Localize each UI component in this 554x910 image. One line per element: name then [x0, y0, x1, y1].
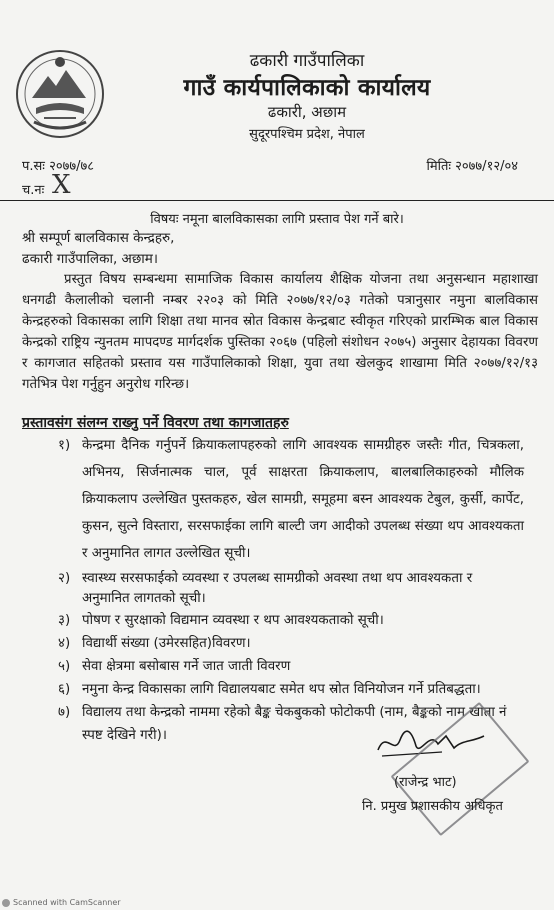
list-item	[58, 632, 524, 655]
signatory-title: नि. प्रमुख प्रशासकीय अधिकृत	[362, 799, 503, 814]
section-heading: प्रस्तावसंग संलग्न राख्नु पर्ने विवरण तथा कागजातहरु	[22, 415, 289, 431]
list-item	[58, 609, 524, 632]
list-item-number: ७)	[58, 705, 71, 720]
list-item-number: ३)	[58, 613, 71, 628]
list-item	[58, 655, 524, 678]
municipality-name: ढकारी गाउँपालिका	[249, 51, 365, 71]
list-item-text: सेवा क्षेत्रमा बसोबास गर्ने जात जाती विवरण	[82, 659, 291, 674]
province-line: सुदूरपश्चिम प्रदेश, नेपाल	[249, 127, 365, 142]
list-item	[58, 569, 524, 609]
list-item	[58, 678, 524, 701]
camscanner-icon	[2, 899, 10, 907]
dispatch-number-mark: X	[52, 170, 71, 200]
list-item-text: पोषण र सुरक्षाको विद्यमान व्यवस्था र थप आवश्यकताको सूची।	[82, 613, 384, 628]
list-item-number: २)	[58, 571, 71, 586]
body-paragraph: प्रस्तुत विषय सम्बन्धमा सामाजिक विकास कार्यालय शैक्षिक योजना तथा अनुसन्धान महाशाखा धनगढी कैलालीको चलानी नम्बर २२०३ को मिति २०७७/१२/०३ गतेको पत्रानुसार नमुना बालविकास केन्द्रहरुको विकासका लागि शिक्षा तथा मानव स्रोत विकास केन्द्रबाट स्वीकृत गरिएको प्रारम्भिक बाल विकास केन्द्रको राष्ट्रिय न्युनतम मापदण्ड मार्गदर्शक पुस्तिका २०६७ (पहिलो संशोधन २०७५) अनुसार देहायका विवरण र कागजात सहितको प्रस्ताव यस गाउँपालिकाको शिक्षा, युवा तथा खेलकुद शाखामा मिति २०७७/१२/१३ गतेभित्र पेश गर्नुहुन अनुरोध गरिन्छ।	[22, 272, 538, 392]
list-item	[58, 432, 524, 567]
list-item-number: ६)	[58, 682, 71, 697]
letter-date: मितिः २०७७/१२/०४	[426, 159, 518, 174]
addressee-line-2: ढकारी गाउँपालिका, अछाम।	[22, 251, 158, 267]
show-through-text	[300, 366, 304, 381]
list-item-text: स्वास्थ्य सरसफाईको व्यवस्था र उपलब्ध सामग्रीको अवस्था तथा थप आवश्यकता र अनुमानित लागतको सूची।	[82, 571, 473, 606]
office-location: ढकारी, अछाम	[267, 103, 347, 121]
list-item-number: १)	[58, 438, 71, 453]
signatory-name: (राजेन्द्र भाट)	[394, 775, 457, 790]
dispatch-number-label: च.नः	[22, 183, 45, 198]
office-name: गाउँ कार्यपालिकाको कार्यालय	[183, 75, 431, 101]
list-item-number: ४)	[58, 636, 71, 651]
list-item-text: विद्यार्थी संख्या (उमेरसहित)विवरण।	[82, 636, 251, 651]
header-divider	[0, 200, 554, 201]
list-item-text: केन्द्रमा दैनिक गर्नुपर्ने क्रियाकलापहरुको लागि आवश्यक सामग्रीहरु जस्तैः गीत, चित्रकला, अभिनय, सिर्जनात्मक चाल, पूर्व साक्षरता क्रियाकलाप, बालबालिकाहरुको मौलिक क्रियाकलाप उल्लेखित पुस्तकहरु, खेल सामग्री, समूहमा बस्न आवश्यक टेबुल, कुर्सी, कार्पेट, कुसन, सुत्ने विस्तारा, सरसफाईका लागि बाल्टी जग आदीको उपलब्ध संख्या थप आवश्यकता र अनुमानित लागत उल्लेखित सूची।	[82, 438, 524, 561]
addressee-line-1: श्री सम्पूर्ण बालविकास केन्द्रहरु,	[22, 230, 175, 246]
watermark-text: Scanned with CamScanner	[13, 898, 121, 907]
requirements-list	[58, 432, 524, 747]
letter-number: प.सः २०७७/७८	[22, 159, 95, 174]
list-item-text: नमुना केन्द्र विकासका लागि विद्यालयबाट समेत थप स्रोत विनियोजन गर्ने प्रतिबद्धता।	[82, 682, 481, 697]
list-item-number: ५)	[58, 659, 71, 674]
scanner-watermark	[2, 898, 121, 907]
subject-line: विषयः नमूना बालविकासका लागि प्रस्ताव पेश गर्ने बारे।	[150, 212, 404, 227]
list-item-text: विद्यालय तथा केन्द्रको नाममा रहेको बैङ्क चेकबुकको फोटोकपी (नाम, बैङ्कको नाम खाता नं स्पष्ट देखिने गरी)।	[82, 705, 507, 743]
